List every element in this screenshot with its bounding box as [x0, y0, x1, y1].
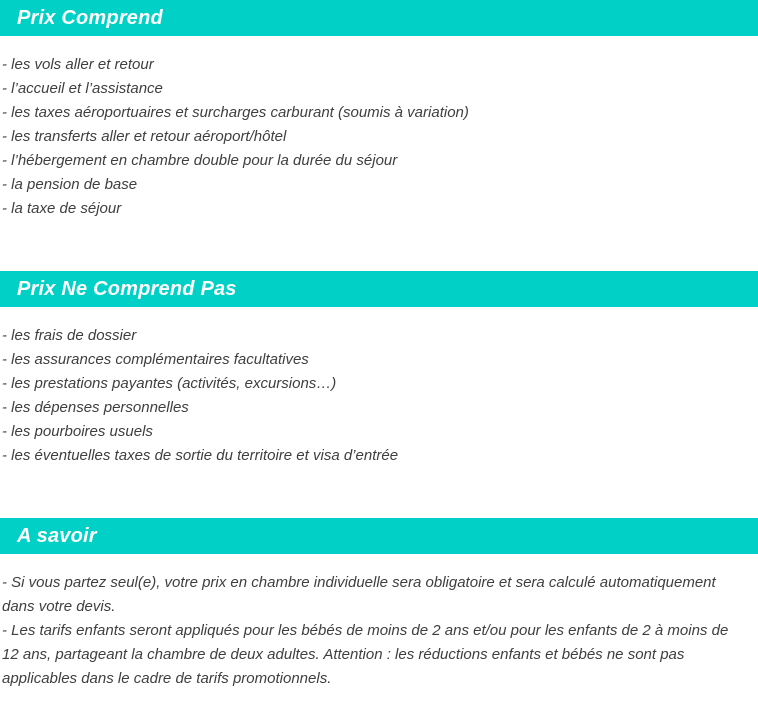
info-section — [0, 271, 758, 468]
list-item: - les assurances complémentaires facultatives — [2, 351, 309, 368]
list-item: - l’hébergement en chambre double pour la durée du séjour — [2, 152, 398, 169]
list-item: - les pourboires usuels — [2, 423, 153, 440]
list-item: - les prestations payantes (activités, excursions…) — [2, 375, 337, 392]
list-item: - les taxes aéroportuaires et surcharges carburant (soumis à variation) — [2, 104, 469, 121]
list-item: - les frais de dossier — [2, 327, 137, 344]
list-item: - Si vous partez seul(e), votre prix en chambre individuelle sera obligatoire et sera calculé automatiquement dans votre devis. — [2, 574, 716, 615]
list-item: - les transferts aller et retour aéroport/hôtel — [2, 128, 287, 145]
list-item: - les vols aller et retour — [2, 56, 154, 73]
section-body — [0, 324, 758, 468]
list-item: - l’accueil et l’assistance — [2, 80, 163, 97]
section-body — [0, 53, 758, 221]
list-item: - la pension de base — [2, 176, 138, 193]
list-item: - la taxe de séjour — [2, 200, 122, 217]
info-section — [0, 0, 758, 221]
list-item: - les dépenses personnelles — [2, 399, 189, 416]
section-header-bar — [0, 0, 758, 36]
section-header-bar — [0, 271, 758, 307]
list-item: - les éventuelles taxes de sortie du territoire et visa d’entrée — [2, 447, 399, 464]
section-title: Prix Ne Comprend Pas — [17, 277, 237, 300]
info-section — [0, 518, 758, 691]
list-item: - Les tarifs enfants seront appliqués pour les bébés de moins de 2 ans et/ou pour les enfants de 2 à moins de 12 ans, partageant la chambre de deux adultes. Attention : les réductions enfants et bébés ne sont pas applicables dans le cadre de tarifs promotionnels. — [2, 622, 729, 687]
section-title: Prix Comprend — [17, 6, 163, 29]
section-header-bar — [0, 518, 758, 554]
section-body — [0, 571, 758, 691]
section-title: A savoir — [17, 524, 97, 547]
